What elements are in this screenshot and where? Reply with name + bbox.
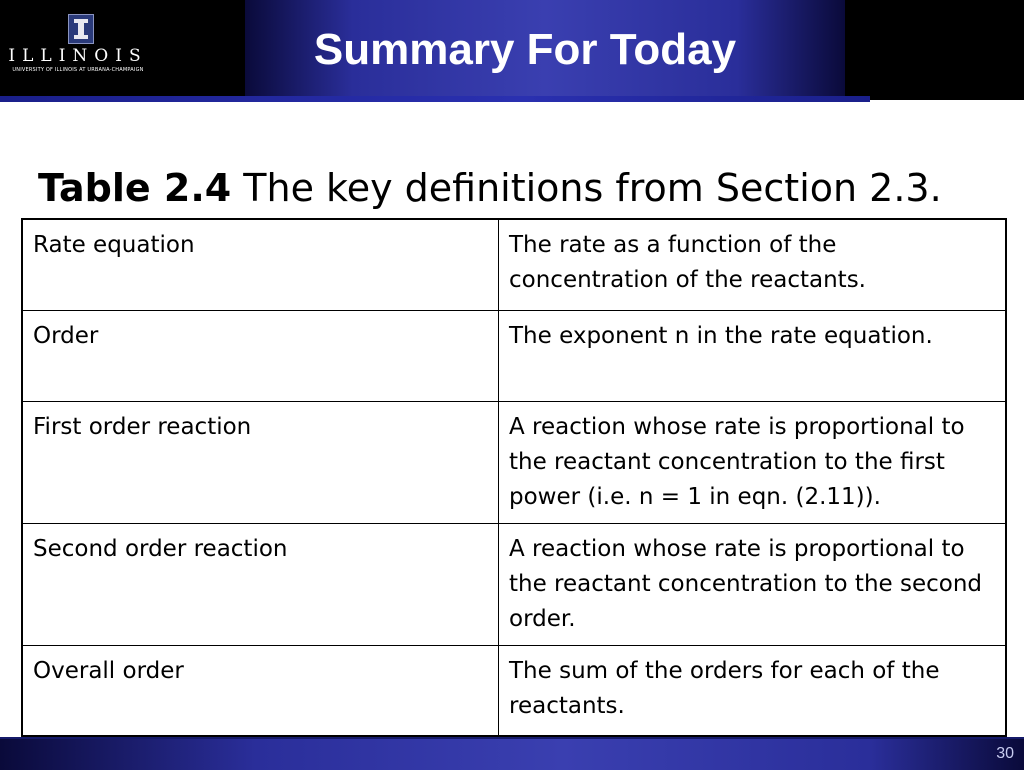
- term-cell: Order: [22, 310, 499, 401]
- table-row: [22, 219, 1006, 310]
- logo-wordmark: ILLINOIS: [8, 46, 148, 66]
- university-logo: [8, 14, 148, 78]
- table-row: [22, 523, 1006, 645]
- table-row: [22, 645, 1006, 736]
- table-caption: [38, 160, 1024, 216]
- definition-cell: The exponent n in the rate equation.: [499, 310, 1007, 401]
- block-i-icon: [68, 14, 94, 44]
- definition-cell: The sum of the orders for each of the reactants.: [499, 645, 1007, 736]
- logo-subtext: UNIVERSITY OF ILLINOIS AT URBANA-CHAMPAIGN: [12, 67, 144, 73]
- table-caption-label: Table 2.4: [38, 166, 232, 210]
- table-row: [22, 401, 1006, 523]
- slide-footer: [0, 737, 1024, 770]
- table-caption-text: The key definitions from Section 2.3.: [231, 166, 942, 210]
- term-cell: First order reaction: [22, 401, 499, 523]
- page-number: 30: [996, 745, 1014, 762]
- term-cell: Overall order: [22, 645, 499, 736]
- term-cell: Rate equation: [22, 219, 499, 310]
- definitions-table: [21, 218, 1007, 737]
- definition-cell: A reaction whose rate is proportional to the reactant concentration to the second order.: [499, 523, 1007, 645]
- slide-title: Summary For Today: [313, 25, 737, 74]
- table-row: [22, 310, 1006, 401]
- term-cell: Second order reaction: [22, 523, 499, 645]
- definition-cell: A reaction whose rate is proportional to the reactant concentration to the first power (i.e. n = 1 in eqn. (2.11)).: [499, 401, 1007, 523]
- header-divider: [0, 96, 870, 102]
- definition-cell: The rate as a function of the concentration of the reactants.: [499, 219, 1007, 310]
